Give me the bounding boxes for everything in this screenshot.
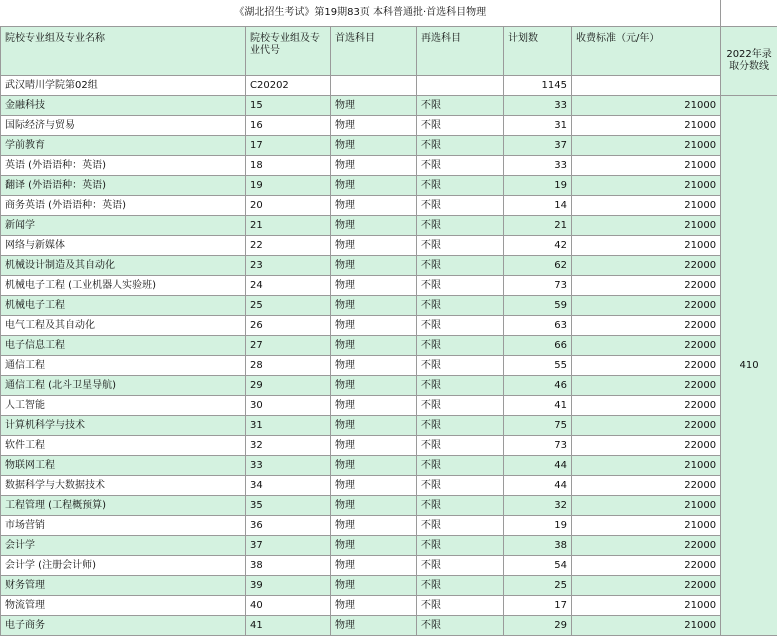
major-name-cell: 物联网工程	[1, 456, 246, 476]
plan-count-cell: 25	[504, 576, 572, 596]
plan-count-cell: 41	[504, 396, 572, 416]
major-code-cell: 29	[246, 376, 331, 396]
plan-count-cell: 21	[504, 216, 572, 236]
fee-cell: 21000	[572, 596, 721, 616]
first-subject-cell: 物理	[331, 556, 417, 576]
plan-count-cell: 32	[504, 496, 572, 516]
header-name: 院校专业组及专业名称	[1, 27, 246, 76]
major-code-cell: 38	[246, 556, 331, 576]
table-row	[1, 216, 777, 236]
first-subject-cell: 物理	[331, 596, 417, 616]
major-name-cell: 电子商务	[1, 616, 246, 636]
major-code-cell: 41	[246, 616, 331, 636]
fee-cell: 22000	[572, 476, 721, 496]
plan-count-cell: 73	[504, 436, 572, 456]
first-subject-cell: 物理	[331, 196, 417, 216]
major-name-cell: 财务管理	[1, 576, 246, 596]
fee-cell: 21000	[572, 196, 721, 216]
plan-count-cell: 31	[504, 116, 572, 136]
major-name-cell: 电子信息工程	[1, 336, 246, 356]
first-subject-cell: 物理	[331, 356, 417, 376]
second-subject-cell: 不限	[417, 556, 504, 576]
group-plan: 1145	[504, 76, 572, 96]
major-name-cell: 市场营销	[1, 516, 246, 536]
first-subject-cell: 物理	[331, 376, 417, 396]
table-row	[1, 156, 777, 176]
fee-cell: 22000	[572, 316, 721, 336]
major-name-cell: 计算机科学与技术	[1, 416, 246, 436]
major-code-cell: 15	[246, 96, 331, 116]
first-subject-cell: 物理	[331, 96, 417, 116]
major-code-cell: 17	[246, 136, 331, 156]
table-row	[1, 376, 777, 396]
fee-cell: 21000	[572, 96, 721, 116]
first-subject-cell: 物理	[331, 236, 417, 256]
second-subject-cell: 不限	[417, 316, 504, 336]
first-subject-cell: 物理	[331, 416, 417, 436]
major-code-cell: 20	[246, 196, 331, 216]
second-subject-cell: 不限	[417, 336, 504, 356]
second-subject-cell: 不限	[417, 136, 504, 156]
plan-count-cell: 14	[504, 196, 572, 216]
first-subject-cell: 物理	[331, 576, 417, 596]
plan-count-cell: 17	[504, 596, 572, 616]
first-subject-cell: 物理	[331, 156, 417, 176]
second-subject-cell: 不限	[417, 236, 504, 256]
major-name-cell: 通信工程 (北斗卫星导航)	[1, 376, 246, 396]
header-fee: 收费标准（元/年）	[572, 27, 721, 76]
plan-count-cell: 75	[504, 416, 572, 436]
major-code-cell: 19	[246, 176, 331, 196]
major-name-cell: 机械电子工程 (工业机器人实验班)	[1, 276, 246, 296]
major-name-cell: 机械设计制造及其自动化	[1, 256, 246, 276]
second-subject-cell: 不限	[417, 516, 504, 536]
second-subject-cell: 不限	[417, 376, 504, 396]
major-name-cell: 人工智能	[1, 396, 246, 416]
plan-count-cell: 44	[504, 476, 572, 496]
major-name-cell: 会计学 (注册会计师)	[1, 556, 246, 576]
fee-cell: 22000	[572, 576, 721, 596]
major-name-cell: 学前教育	[1, 136, 246, 156]
first-subject-cell: 物理	[331, 136, 417, 156]
major-code-cell: 37	[246, 536, 331, 556]
first-subject-cell: 物理	[331, 336, 417, 356]
major-code-cell: 36	[246, 516, 331, 536]
fee-cell: 22000	[572, 396, 721, 416]
fee-cell: 22000	[572, 276, 721, 296]
table-row	[1, 456, 777, 476]
header-row	[1, 27, 777, 76]
major-code-cell: 26	[246, 316, 331, 336]
fee-cell: 22000	[572, 356, 721, 376]
major-name-cell: 机械电子工程	[1, 296, 246, 316]
major-name-cell: 英语 (外语语种：英语)	[1, 156, 246, 176]
table-row	[1, 256, 777, 276]
fee-cell: 22000	[572, 336, 721, 356]
cutoff-score-cell: 410	[721, 96, 777, 636]
major-code-cell: 30	[246, 396, 331, 416]
table-row	[1, 116, 777, 136]
major-name-cell: 网络与新媒体	[1, 236, 246, 256]
major-name-cell: 电气工程及其自动化	[1, 316, 246, 336]
table-row	[1, 316, 777, 336]
major-code-cell: 33	[246, 456, 331, 476]
plan-count-cell: 73	[504, 276, 572, 296]
plan-count-cell: 54	[504, 556, 572, 576]
second-subject-cell: 不限	[417, 436, 504, 456]
table-row	[1, 476, 777, 496]
plan-count-cell: 19	[504, 176, 572, 196]
group-second-subject	[417, 76, 504, 96]
table-row	[1, 496, 777, 516]
major-name-cell: 商务英语 (外语语种：英语)	[1, 196, 246, 216]
table-row	[1, 136, 777, 156]
header-code: 院校专业组及专业代号	[246, 27, 331, 76]
plan-count-cell: 55	[504, 356, 572, 376]
title-row	[1, 0, 777, 27]
second-subject-cell: 不限	[417, 476, 504, 496]
fee-cell: 22000	[572, 536, 721, 556]
group-row	[1, 76, 777, 96]
major-code-cell: 32	[246, 436, 331, 456]
major-code-cell: 28	[246, 356, 331, 376]
major-name-cell: 工程管理 (工程概预算)	[1, 496, 246, 516]
fee-cell: 22000	[572, 296, 721, 316]
plan-count-cell: 33	[504, 156, 572, 176]
second-subject-cell: 不限	[417, 156, 504, 176]
table-row	[1, 196, 777, 216]
major-code-cell: 22	[246, 236, 331, 256]
major-name-cell: 会计学	[1, 536, 246, 556]
first-subject-cell: 物理	[331, 176, 417, 196]
major-code-cell: 27	[246, 336, 331, 356]
table-row	[1, 96, 777, 116]
plan-count-cell: 42	[504, 236, 572, 256]
second-subject-cell: 不限	[417, 296, 504, 316]
second-subject-cell: 不限	[417, 596, 504, 616]
table-row	[1, 176, 777, 196]
fee-cell: 22000	[572, 416, 721, 436]
fee-cell: 21000	[572, 496, 721, 516]
first-subject-cell: 物理	[331, 216, 417, 236]
second-subject-cell: 不限	[417, 536, 504, 556]
plan-count-cell: 19	[504, 516, 572, 536]
first-subject-cell: 物理	[331, 116, 417, 136]
fee-cell: 21000	[572, 616, 721, 636]
first-subject-cell: 物理	[331, 316, 417, 336]
first-subject-cell: 物理	[331, 276, 417, 296]
major-name-cell: 通信工程	[1, 356, 246, 376]
major-name-cell: 国际经济与贸易	[1, 116, 246, 136]
plan-count-cell: 59	[504, 296, 572, 316]
major-code-cell: 34	[246, 476, 331, 496]
group-first-subject	[331, 76, 417, 96]
plan-count-cell: 37	[504, 136, 572, 156]
second-subject-cell: 不限	[417, 116, 504, 136]
major-code-cell: 16	[246, 116, 331, 136]
major-code-cell: 24	[246, 276, 331, 296]
second-subject-cell: 不限	[417, 356, 504, 376]
fee-cell: 22000	[572, 436, 721, 456]
major-name-cell: 软件工程	[1, 436, 246, 456]
first-subject-cell: 物理	[331, 496, 417, 516]
major-code-cell: 40	[246, 596, 331, 616]
table-row	[1, 336, 777, 356]
plan-count-cell: 38	[504, 536, 572, 556]
plan-count-cell: 44	[504, 456, 572, 476]
plan-count-cell: 33	[504, 96, 572, 116]
group-code: C20202	[246, 76, 331, 96]
plan-count-cell: 62	[504, 256, 572, 276]
major-code-cell: 25	[246, 296, 331, 316]
header-first-subject: 首选科目	[331, 27, 417, 76]
plan-count-cell: 29	[504, 616, 572, 636]
second-subject-cell: 不限	[417, 416, 504, 436]
table-row	[1, 236, 777, 256]
table-row	[1, 616, 777, 636]
second-subject-cell: 不限	[417, 276, 504, 296]
table-row	[1, 396, 777, 416]
second-subject-cell: 不限	[417, 396, 504, 416]
fee-cell: 21000	[572, 116, 721, 136]
major-code-cell: 23	[246, 256, 331, 276]
first-subject-cell: 物理	[331, 296, 417, 316]
plan-count-cell: 66	[504, 336, 572, 356]
major-name-cell: 新闻学	[1, 216, 246, 236]
first-subject-cell: 物理	[331, 456, 417, 476]
plan-count-cell: 63	[504, 316, 572, 336]
second-subject-cell: 不限	[417, 576, 504, 596]
table-row	[1, 516, 777, 536]
fee-cell: 21000	[572, 136, 721, 156]
major-code-cell: 35	[246, 496, 331, 516]
second-subject-cell: 不限	[417, 256, 504, 276]
table-row	[1, 416, 777, 436]
second-subject-cell: 不限	[417, 496, 504, 516]
major-name-cell: 数据科学与大数据技术	[1, 476, 246, 496]
first-subject-cell: 物理	[331, 396, 417, 416]
major-code-cell: 21	[246, 216, 331, 236]
fee-cell: 21000	[572, 516, 721, 536]
second-subject-cell: 不限	[417, 176, 504, 196]
group-name: 武汉晴川学院第02组	[1, 76, 246, 96]
second-subject-cell: 不限	[417, 96, 504, 116]
table-row	[1, 436, 777, 456]
second-subject-cell: 不限	[417, 456, 504, 476]
first-subject-cell: 物理	[331, 536, 417, 556]
header-cutoff: 2022年录取分数线	[721, 27, 777, 96]
major-code-cell: 39	[246, 576, 331, 596]
major-code-cell: 18	[246, 156, 331, 176]
first-subject-cell: 物理	[331, 516, 417, 536]
fee-cell: 21000	[572, 156, 721, 176]
page-title: 《湖北招生考试》第19期83页 本科普通批·首选科目物理	[1, 0, 721, 27]
fee-cell: 21000	[572, 216, 721, 236]
table-row	[1, 536, 777, 556]
plan-count-cell: 46	[504, 376, 572, 396]
fee-cell: 21000	[572, 456, 721, 476]
fee-cell: 22000	[572, 256, 721, 276]
table-row	[1, 356, 777, 376]
first-subject-cell: 物理	[331, 256, 417, 276]
first-subject-cell: 物理	[331, 476, 417, 496]
major-name-cell: 翻译 (外语语种：英语)	[1, 176, 246, 196]
table-row	[1, 556, 777, 576]
table-row	[1, 296, 777, 316]
fee-cell: 22000	[572, 376, 721, 396]
header-second-subject: 再选科目	[417, 27, 504, 76]
first-subject-cell: 物理	[331, 616, 417, 636]
first-subject-cell: 物理	[331, 436, 417, 456]
group-fee	[572, 76, 721, 96]
second-subject-cell: 不限	[417, 216, 504, 236]
table-row	[1, 276, 777, 296]
second-subject-cell: 不限	[417, 196, 504, 216]
fee-cell: 22000	[572, 556, 721, 576]
header-plan: 计划数	[504, 27, 572, 76]
second-subject-cell: 不限	[417, 616, 504, 636]
major-name-cell: 物流管理	[1, 596, 246, 616]
table-row	[1, 576, 777, 596]
fee-cell: 21000	[572, 236, 721, 256]
fee-cell: 21000	[572, 176, 721, 196]
table-row	[1, 596, 777, 616]
major-code-cell: 31	[246, 416, 331, 436]
major-name-cell: 金融科技	[1, 96, 246, 116]
title-blank-cell	[721, 0, 777, 27]
